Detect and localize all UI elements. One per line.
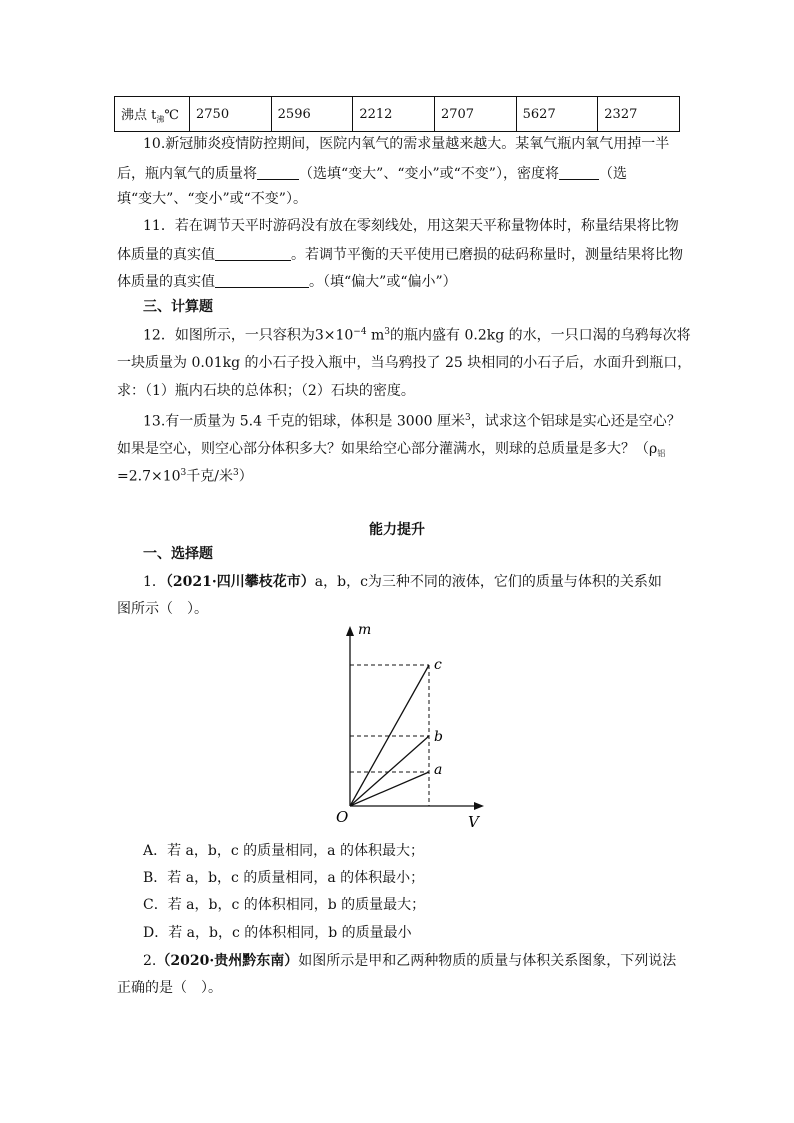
q10-line2: 后，瓶内氧气的质量将 （选填“变大”、“变小”或“不变”），密度将 （选: [117, 166, 627, 182]
option-d[interactable]: D．若 a，b，c 的体积相同，b 的质量最小: [143, 925, 412, 941]
section-heading: 一、选择题: [143, 546, 213, 562]
table-row: [115, 97, 680, 132]
mc1-line2: 图所示（ ）。: [117, 601, 208, 617]
q11-line3: 体质量的真实值 。（填“偏大”或“偏小”）: [117, 274, 457, 290]
line-label-b: b: [434, 729, 443, 745]
page-heading: 能力提升: [369, 522, 425, 538]
line-label-a: a: [434, 762, 443, 778]
q11-line1: 11．若在调节天平时游码没有放在零刻线处，用这架天平称量物体时，称量结果将比物: [143, 218, 679, 234]
table-cell: 2212: [353, 97, 435, 132]
x-axis-arrow: [474, 802, 484, 810]
q12-line2: 一块质量为 0.01kg 的小石子投入瓶中，当乌鸦投了 25 块相同的小石子后，水面升到瓶口，: [117, 355, 692, 371]
q10-line1: 10.新冠肺炎疫情防控期间，医院内氧气的需求量越来越大。某氧气瓶内氧气用掉一半: [143, 136, 670, 152]
boiling-point-table: [114, 96, 680, 132]
line-b: [350, 736, 429, 806]
option-c[interactable]: C．若 a，b，c 的体积相同，b 的质量最大；: [143, 897, 426, 913]
q13-line3: $=2.7\times 10^3$千克/米$^3$）: [117, 468, 253, 485]
origin-label: O: [336, 808, 349, 826]
y-axis-label: m: [358, 622, 372, 638]
x-axis-label: V: [468, 813, 479, 831]
option-a[interactable]: A．若 a，b，c 的质量相同，a 的体积最大；: [143, 843, 424, 859]
table-cell: 2707: [434, 97, 516, 132]
q11-line2: 体质量的真实值 。若调节平衡的天平使用已磨损的砝码称量时，测量结果将比物: [117, 247, 683, 263]
answer-blank[interactable]: [215, 273, 309, 288]
q10-line3: 填“变大”、“变小”或“不变”）。: [117, 191, 307, 207]
table-header-cell: 沸点 $t_沸℃$: [115, 97, 190, 132]
answer-blank[interactable]: [559, 165, 599, 180]
line-a: [350, 772, 429, 806]
answer-blank[interactable]: [257, 165, 299, 180]
mc2-line1: 2.（2020·贵州黔东南）如图所示是甲和乙两种物质的质量与体积关系图象，下列说法: [143, 953, 677, 969]
section-heading: 三、计算题: [143, 299, 213, 315]
table-cell: 2596: [271, 97, 353, 132]
q12-line1: 12．如图所示，一只容积为$3\times 10^{-4}$ $m^3$的瓶内盛有 0.2kg 的水，一只口渴的乌鸦每次将: [143, 327, 691, 344]
table-cell: 5627: [516, 97, 598, 132]
q12-line3: 求：（1）瓶内石块的总体积；（2）石块的密度。: [117, 383, 415, 399]
mc2-line2: 正确的是（ ）。: [117, 980, 222, 996]
y-axis-arrow: [346, 626, 354, 636]
q13-line2: 如果是空心，则空心部分体积多大？如果给空心部分灌满水，则球的总质量是多大？（$\rho_铝$: [117, 441, 666, 458]
q13-line1: 13.有一质量为 5.4 千克的铝球，体积是 3000 厘米$^3$，试求这个铝球是实心还是空心？: [143, 413, 681, 430]
table-cell: 2750: [190, 97, 272, 132]
line-c: [350, 665, 429, 806]
option-b[interactable]: B．若 a，b，c 的质量相同，a 的体积最小；: [143, 870, 425, 886]
line-label-c: c: [434, 657, 442, 673]
table-cell: 2327: [598, 97, 680, 132]
mc1-line1: 1．（2021·四川攀枝花市）a，b，c为三种不同的液体，它们的质量与体积的关系如: [143, 574, 662, 590]
mass-volume-graph: [330, 620, 500, 835]
answer-blank[interactable]: [215, 246, 291, 261]
